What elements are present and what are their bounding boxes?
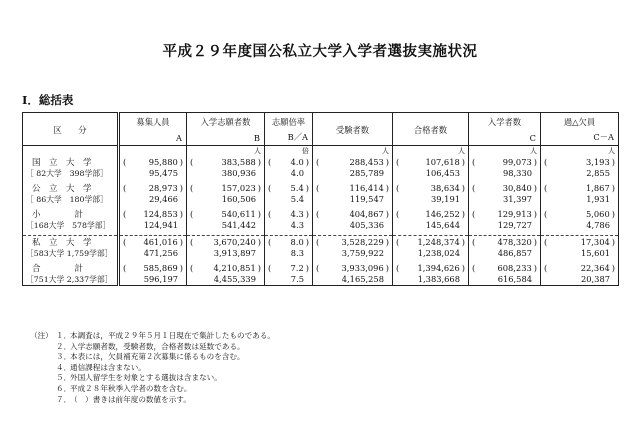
note-item: ７． （ ）書きは前年度の数値を示す。 (56, 394, 191, 404)
prev-year-value: ( 585,869 ) (119, 262, 187, 273)
prev-year-value: ( 8.0 ) (265, 236, 313, 248)
unit-label: 倍 (265, 146, 313, 157)
prev-year-value: ( 124,853 ) (119, 208, 187, 220)
note-item: ４． 通信課程は含まない。 (56, 362, 146, 372)
note-item: ６． 平成２８年秋季入学者の数を含む。 (56, 383, 192, 393)
prev-year-value: ( 1,394,626 ) (393, 262, 469, 273)
prev-year-value: ( 4.3 ) (265, 208, 313, 220)
prev-year-value: ( 3,528,229 ) (313, 236, 393, 248)
current-year-value: 596,197 (119, 273, 187, 285)
row-label (23, 236, 119, 260)
category-name: 公 立 大 学 (32, 184, 92, 194)
current-year-value: 160,506 (187, 194, 265, 206)
prev-year-value: ( 288,453 ) (313, 156, 393, 168)
prev-year-value: ( 540,611 ) (187, 208, 265, 220)
current-year-value: 98,330 (469, 168, 541, 180)
current-year-value: 8.3 (265, 248, 313, 260)
prev-year-value: ( 404,867 ) (313, 208, 393, 220)
current-year-value: 3,759,922 (313, 248, 393, 260)
header-examinees: 受験者数 (313, 113, 393, 146)
category-name: 合 計 (32, 264, 84, 274)
unit-label: 人 (541, 146, 619, 157)
prev-year-value: ( 17,304 ) (541, 236, 619, 248)
current-year-value: 2,855 (541, 168, 619, 180)
prev-year-value: ( 383,588 ) (187, 156, 265, 168)
category-count: ［168大学 578学部］ (26, 221, 111, 230)
current-year-value: 31,397 (469, 194, 541, 206)
note-item: ３． 本表には，欠員補充第２次募集に係るものを含む。 (56, 352, 245, 362)
current-year-value: 3,913,897 (187, 248, 265, 260)
current-year-value: 405,336 (313, 220, 393, 232)
header-category: 区 分 (23, 113, 119, 146)
current-year-value: 471,256 (119, 248, 187, 260)
current-year-value: 4.3 (265, 220, 313, 232)
current-year-value: 106,453 (393, 168, 469, 180)
row-label (23, 262, 119, 286)
category-count: ［ 82大学 398学部］ (26, 169, 108, 178)
prev-year-value: ( 3,193 ) (541, 156, 619, 168)
prev-year-value: ( 1,248,374 ) (393, 236, 469, 248)
unit-label: 人 (393, 146, 469, 157)
current-year-value: 4,165,258 (313, 273, 393, 285)
header-shortfall: 過△欠員 C－A (541, 113, 619, 146)
current-year-value: 541,442 (187, 220, 265, 232)
category-count: ［583大学 1,759学部］ (26, 249, 113, 258)
prev-year-value: ( 22,364 ) (541, 262, 619, 273)
unit-label: 人 (469, 146, 541, 157)
prev-year-value: ( 4.0 ) (265, 156, 313, 168)
prev-year-value: ( 478,320 ) (469, 236, 541, 248)
current-year-value: 7.5 (265, 273, 313, 285)
prev-year-value: ( 5.4 ) (265, 182, 313, 194)
header-passed: 合格者数 (393, 113, 469, 146)
current-year-value: 145,644 (393, 220, 469, 232)
header-enrolled: 入学者数 C (469, 113, 541, 146)
unit-label: 人 (313, 146, 393, 157)
prev-year-value: ( 107,618 ) (393, 156, 469, 168)
note-item: （注） １． 本調査は，平成２９年５月１日現在で集計したものである。 (30, 331, 276, 340)
prev-year-value: ( 5,060 ) (541, 208, 619, 220)
category-name: 国 立 大 学 (32, 158, 92, 168)
current-year-value: 119,547 (313, 194, 393, 206)
page-title: 平成２９年度国公私立大学入学者選抜実施状況 (162, 43, 478, 60)
current-year-value: 124,941 (119, 220, 187, 232)
prev-year-value: ( 38,634 ) (393, 182, 469, 194)
prev-year-value: ( 157,023 ) (187, 182, 265, 194)
current-year-value: 486,857 (469, 248, 541, 260)
current-year-value: 129,727 (469, 220, 541, 232)
prev-year-value: ( 3,670,240 ) (187, 236, 265, 248)
prev-year-value: ( 95,880 ) (119, 156, 187, 168)
current-year-value: 1,931 (541, 194, 619, 206)
category-name: 私 立 大 学 (32, 238, 92, 248)
current-year-value: 4,786 (541, 220, 619, 232)
note-item: ５． 外国人留学生を対象とする選抜は含まない。 (56, 373, 222, 383)
prev-year-value: ( 4,210,851 ) (187, 262, 265, 273)
note-item: ２． 入学志願者数，受験者数，合格者数は延数である。 (56, 341, 245, 351)
prev-year-value: ( 461,016 ) (119, 236, 187, 248)
header-recruitment: 募集人員 A (119, 113, 187, 146)
unit-label (119, 146, 187, 157)
header-applicants: 入学志願者数 B (187, 113, 265, 146)
row-label (23, 208, 119, 231)
row-label (23, 156, 119, 179)
prev-year-value: ( 3,933,096 ) (313, 262, 393, 273)
current-year-value: 15,601 (541, 248, 619, 260)
prev-year-value: ( 146,252 ) (393, 208, 469, 220)
unit-label: 人 (187, 146, 265, 157)
notes (30, 331, 275, 405)
prev-year-value: ( 30,840 ) (469, 182, 541, 194)
current-year-value: 285,789 (313, 168, 393, 180)
current-year-value: 380,936 (187, 168, 265, 180)
section-heading: Ⅰ．総括表 (22, 93, 74, 107)
current-year-value: 95,475 (119, 168, 187, 180)
unit-row-spacer (23, 146, 119, 157)
category-count: ［ 86大学 180学部］ (26, 195, 108, 204)
current-year-value: 1,383,668 (393, 273, 469, 285)
prev-year-value: ( 608,233 ) (469, 262, 541, 273)
prev-year-value: ( 7.2 ) (265, 262, 313, 273)
current-year-value: 29,466 (119, 194, 187, 206)
category-name: 小 計 (32, 210, 84, 220)
category-count: ［751大学 2,337学部］ (26, 275, 113, 284)
prev-year-value: ( 99,073 ) (469, 156, 541, 168)
current-year-value: 616,584 (469, 273, 541, 285)
prev-year-value: ( 116,414 ) (313, 182, 393, 194)
prev-year-value: ( 28,973 ) (119, 182, 187, 194)
current-year-value: 20,387 (541, 273, 619, 285)
current-year-value: 5.4 (265, 194, 313, 206)
current-year-value: 39,191 (393, 194, 469, 206)
prev-year-value: ( 129,913 ) (469, 208, 541, 220)
prev-year-value: ( 1,867 ) (541, 182, 619, 194)
current-year-value: 4.0 (265, 168, 313, 180)
current-year-value: 4,455,339 (187, 273, 265, 285)
summary-table (22, 112, 619, 286)
current-year-value: 1,238,024 (393, 248, 469, 260)
row-label (23, 182, 119, 205)
header-ratio: 志願倍率 B／A (265, 113, 313, 146)
